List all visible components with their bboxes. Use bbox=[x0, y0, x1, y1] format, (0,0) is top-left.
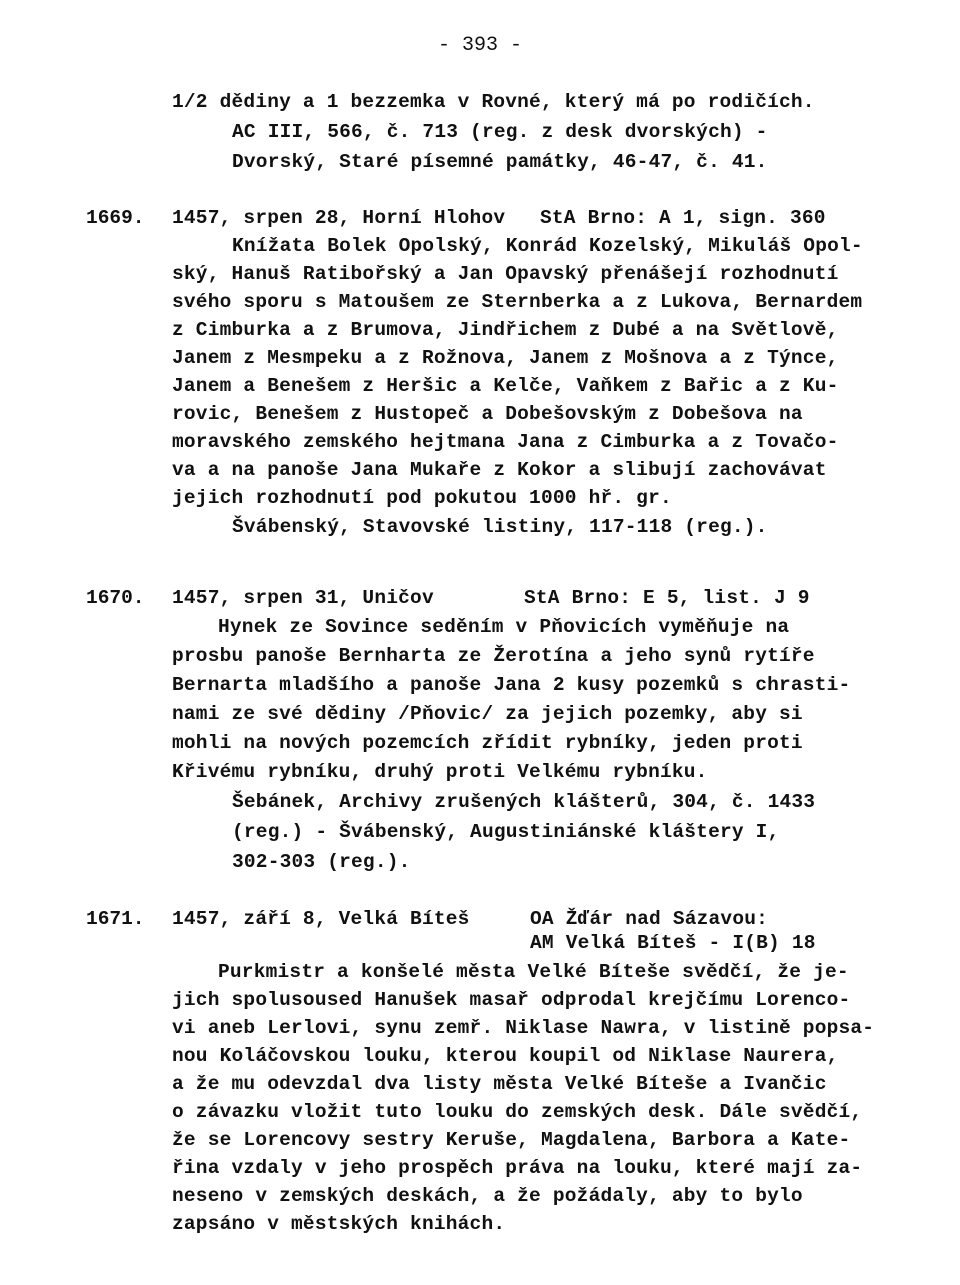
entry-source: Šebánek, Archivy zrušených klášterů, 304, č. 1433 bbox=[232, 791, 816, 813]
entry-source: (reg.) - Švábenský, Augustiniánské kláštery I, bbox=[232, 821, 780, 843]
entry-number: 1670. bbox=[86, 587, 145, 609]
entry-archive: StA Brno: A 1, sign. 360 bbox=[540, 207, 826, 229]
page-number: - 393 - bbox=[437, 34, 522, 57]
entry-body-line: moravského zemského hejtmana Jana z Cimburka a z Tovačo- bbox=[172, 431, 839, 453]
entry-body-line: jich spolusoused Hanušek masař odprodal krejčímu Lorenco- bbox=[172, 989, 851, 1011]
entry-body-line: Bernarta mladšího a panoše Jana 2 kusy pozemků s chrasti- bbox=[172, 674, 851, 696]
entry-body-line: nou Koláčovskou louku, kterou koupil od Niklase Naurera, bbox=[172, 1045, 839, 1067]
entry-archive: StA Brno: E 5, list. J 9 bbox=[524, 587, 810, 609]
entry-body-line: jejich rozhodnutí pod pokutou 1000 hř. gr. bbox=[172, 487, 672, 509]
intro-line: AC III, 566, č. 713 (reg. z desk dvorských) - bbox=[232, 121, 768, 143]
entry-body-line: svého sporu s Matoušem ze Sternberka a z Lukova, Bernardem bbox=[172, 291, 863, 313]
entry-body-line: ský, Hanuš Ratibořský a Jan Opavský přenášejí rozhodnutí bbox=[172, 263, 839, 285]
entry-body-line: va a na panoše Jana Mukaře z Kokor a slibují zachovávat bbox=[172, 459, 827, 481]
entry-body-line: neseno v zemských deskách, a že požádaly, aby to bylo bbox=[172, 1185, 803, 1207]
entry-source: Švábenský, Stavovské listiny, 117-118 (reg.). bbox=[232, 516, 768, 538]
entry-header: 1457, srpen 28, Horní Hlohov bbox=[172, 207, 506, 229]
entry-source: 302-303 (reg.). bbox=[232, 851, 411, 873]
entry-body-line: Purkmistr a konšelé města Velké Bíteše svědčí, že je- bbox=[218, 961, 849, 983]
entry-body-line: vi aneb Lerlovi, synu zemř. Niklase Nawra, v listině popsa- bbox=[172, 1017, 875, 1039]
entry-header: 1457, září 8, Velká Bíteš bbox=[172, 908, 470, 930]
intro-line: 1/2 dědiny a 1 bezzemka v Rovné, který má po rodičích. bbox=[172, 91, 815, 113]
entry-body-line: Knížata Bolek Opolský, Konrád Kozelský, Mikuláš Opol- bbox=[232, 235, 863, 257]
entry-body-line: Janem a Benešem z Heršic a Kelče, Vaňkem z Bařic a z Ku- bbox=[172, 375, 839, 397]
entry-body-line: rovic, Benešem z Hustopeč a Dobešovským z Dobešova na bbox=[172, 403, 803, 425]
entry-body-line: že se Lorencovy sestry Keruše, Magdalena, Barbora a Kate- bbox=[172, 1129, 851, 1151]
entry-body-line: Křivému rybníku, druhý proti Velkému rybníku. bbox=[172, 761, 708, 783]
entry-body-line: a že mu odevzdal dva listy města Velké Bíteše a Ivančic bbox=[172, 1073, 827, 1095]
entry-body-line: řina vzdaly v jeho prospěch práva na louku, které mají za- bbox=[172, 1157, 863, 1179]
entry-body-line: mohli na nových pozemcích zřídit rybníky, jeden proti bbox=[172, 732, 803, 754]
entry-body-line: o závazku vložit tuto louku do zemských desk. Dále svědčí, bbox=[172, 1101, 863, 1123]
entry-body-line: Hynek ze Sovince seděním v Pňovicích vyměňuje na bbox=[218, 616, 790, 638]
entry-body-line: z Cimburka a z Brumova, Jindřichem z Dubé a na Světlově, bbox=[172, 319, 839, 341]
entry-archive: OA Žďár nad Sázavou: bbox=[530, 908, 769, 930]
entry-number: 1671. bbox=[86, 908, 145, 930]
entry-archive: AM Velká Bíteš - I(B) 18 bbox=[530, 932, 816, 954]
entry-number: 1669. bbox=[86, 207, 145, 229]
entry-body-line: nami ze své dědiny /Pňovic/ za jejich pozemky, aby si bbox=[172, 703, 803, 725]
entry-header: 1457, srpen 31, Uničov bbox=[172, 587, 434, 609]
entry-body-line: prosbu panoše Bernharta ze Žerotína a jeho synů rytíře bbox=[172, 645, 815, 667]
intro-line: Dvorský, Staré písemné památky, 46-47, č. 41. bbox=[232, 151, 768, 173]
entry-body-line: zapsáno v městských knihách. bbox=[172, 1213, 506, 1235]
entry-body-line: Janem z Mesmpeku a z Rožnova, Janem z Mošnova a z Týnce, bbox=[172, 347, 839, 369]
